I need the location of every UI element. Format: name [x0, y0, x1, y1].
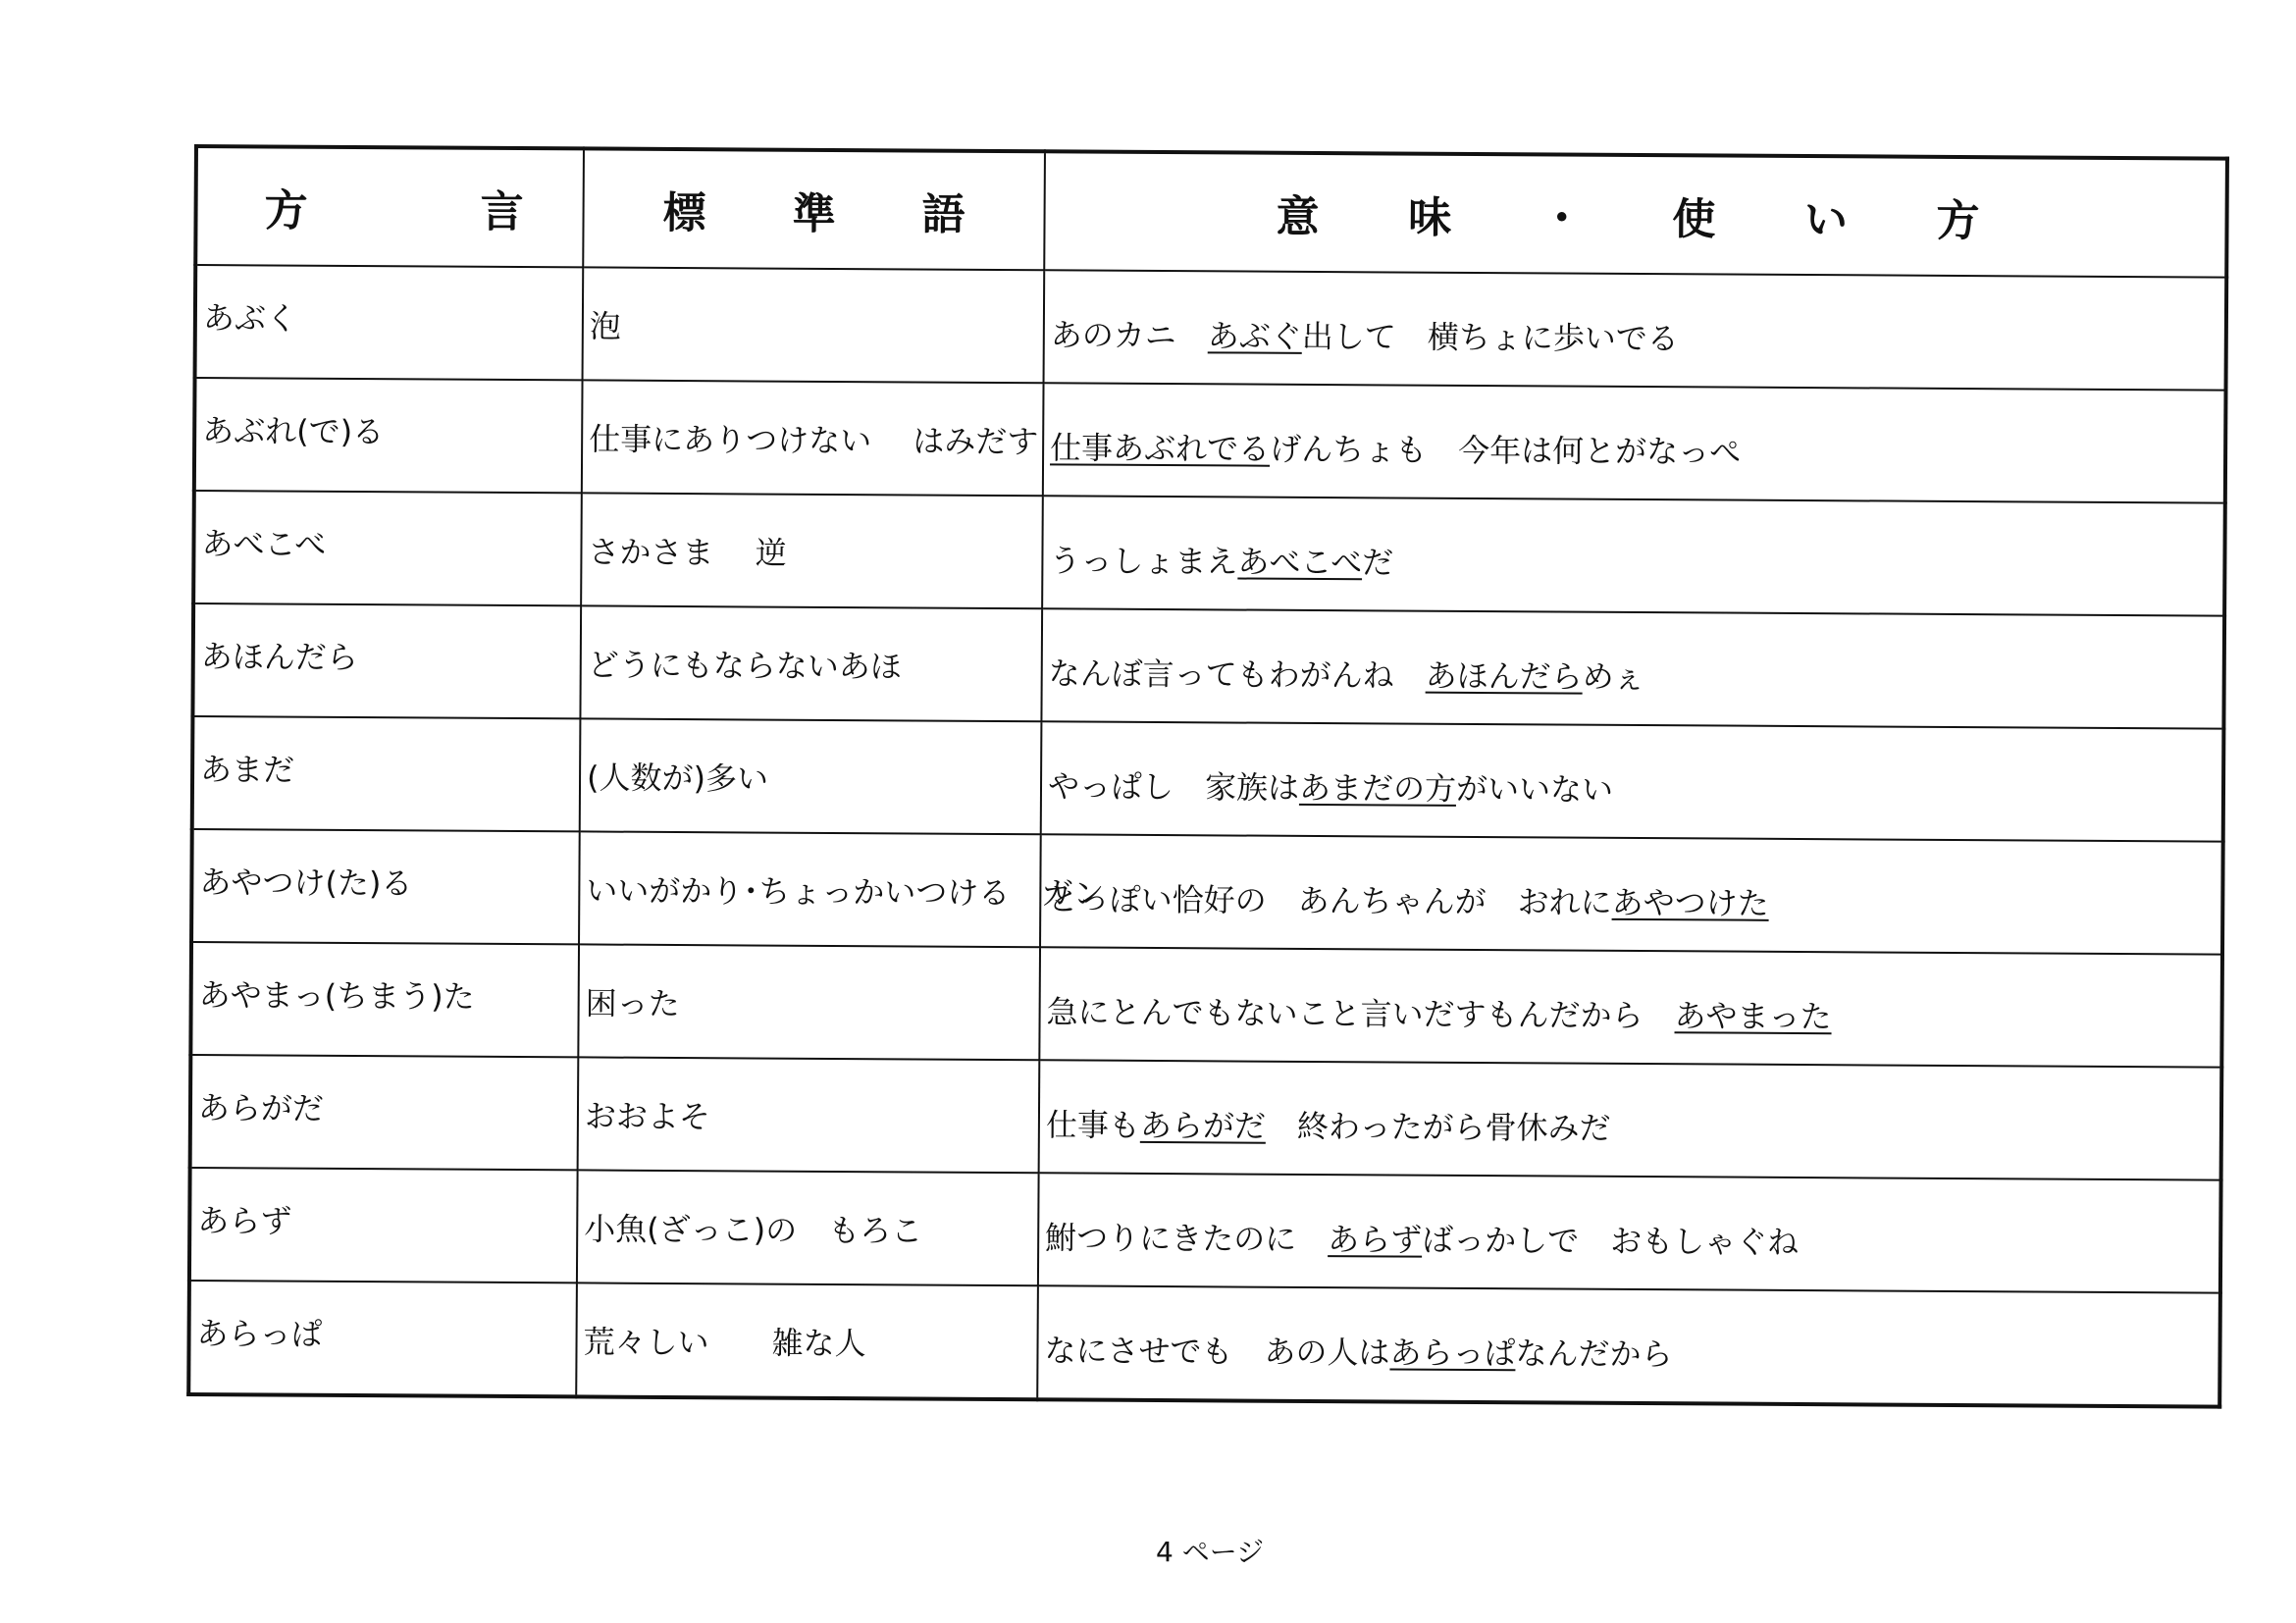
dialect-word: あらず: [197, 1202, 292, 1240]
usage-underlined-segment: あぶぐ: [1207, 317, 1302, 355]
header-char: ・: [1539, 193, 1584, 244]
dialect-word: あぶく: [202, 299, 298, 338]
usage-segment: あのカニ: [1050, 316, 1208, 355]
table-row: [195, 265, 2227, 391]
usage-segment: 終わったがら骨休みだ: [1265, 1107, 1611, 1147]
header-char: 言: [480, 186, 524, 238]
dialect-cell: [191, 829, 580, 944]
usage-cell: [1037, 1285, 2220, 1406]
table-row: [192, 603, 2224, 729]
dialect-cell: [189, 1168, 578, 1283]
dialect-cell: [192, 716, 581, 831]
header-char: 使: [1672, 194, 1716, 245]
header-char: 準: [792, 188, 836, 239]
usage-underlined-segment: 仕事あぶれでる: [1050, 429, 1271, 468]
dialect-cell: [193, 491, 582, 605]
header-row: [195, 146, 2227, 278]
dialect-cell: [190, 942, 579, 1057]
usage-segment: げんちょも 今年は何とがなっぺ: [1270, 430, 1742, 471]
standard-cell: [580, 605, 1042, 721]
usage-example: [1039, 1174, 2219, 1265]
usage-segment: 急にとんでもないこと言いだすもんだから: [1046, 993, 1675, 1035]
dialect-table: [186, 144, 2229, 1409]
header-char: 方: [264, 185, 308, 236]
dialect-cell: [194, 378, 583, 493]
usage-underlined-segment: あらず: [1328, 1221, 1423, 1259]
standard-meaning: 困った: [585, 984, 680, 1023]
standard-meaning: 小魚(ざっこ)の もろこ: [584, 1210, 923, 1250]
usage-example: [1038, 1286, 2218, 1378]
usage-underlined-segment: あやまった: [1674, 997, 1832, 1036]
usage-example: [1042, 722, 2222, 813]
header-usage: [1044, 151, 2227, 277]
usage-underlined-segment: あらがだ: [1139, 1106, 1267, 1145]
usage-example: [1040, 948, 2220, 1039]
standard-cell: [577, 1170, 1039, 1285]
standard-meaning: (人数が)多い: [586, 759, 769, 798]
usage-segment: なにさせでも あの人は: [1044, 1332, 1390, 1372]
standard-meaning: いいがかり･ちょっかいつける ガン: [586, 871, 1105, 913]
usage-segment: やっぱし 家族は: [1047, 767, 1300, 807]
table-row: [194, 378, 2226, 503]
usage-underlined-segment: あやつけた: [1611, 883, 1769, 922]
standard-meaning: さかさま 逆: [588, 533, 787, 572]
usage-underlined-segment: あべこべ: [1237, 543, 1363, 582]
table-row: [189, 1168, 2221, 1293]
standard-meaning: おおよそ: [584, 1097, 711, 1136]
usage-example: [1040, 1061, 2220, 1152]
usage-example: [1043, 609, 2223, 701]
usage-cell: [1039, 1060, 2222, 1179]
standard-cell: [580, 718, 1042, 834]
header-char: 味: [1408, 192, 1452, 243]
table-row: [191, 829, 2223, 955]
usage-example: [1043, 497, 2223, 588]
usage-cell: [1041, 721, 2224, 841]
usage-segment: がいいない: [1455, 769, 1614, 809]
standard-meaning: 仕事にありつけない はみだす: [589, 420, 1039, 461]
page-number: 4 ページ: [1156, 1536, 1265, 1568]
usage-underlined-segment: あほんだら: [1425, 656, 1583, 696]
standard-cell: [578, 1057, 1040, 1173]
usage-cell: [1038, 1173, 2221, 1292]
usage-segment: とっぽい恰好の あんちゃんが おれに: [1047, 880, 1612, 921]
header-dialect: [195, 146, 584, 267]
dialect-word: あらがだ: [197, 1089, 325, 1127]
standard-meaning: 泡: [589, 307, 622, 345]
usage-cell: [1041, 608, 2224, 728]
usage-segment: ばっかしで おもしゃぐね: [1422, 1221, 1800, 1262]
table-row: [192, 716, 2224, 842]
usage-underlined-segment: あまだの方: [1298, 768, 1457, 808]
usage-cell: [1040, 834, 2223, 954]
table-row: [193, 491, 2225, 616]
usage-cell: [1042, 496, 2225, 615]
standard-cell: [576, 1283, 1038, 1399]
usage-example: [1041, 835, 2221, 926]
usage-cell: [1044, 270, 2227, 390]
usage-segment: うっしょまえ: [1049, 542, 1238, 581]
usage-segment: 仕事も: [1045, 1106, 1141, 1144]
header-char: 方: [1936, 195, 1980, 247]
usage-segment: だ: [1362, 544, 1394, 582]
usage-segment: なんぼ言ってもわがんね: [1048, 654, 1426, 695]
header-char: 標: [662, 187, 706, 239]
usage-segment: 出して 横ちょに歩いでる: [1301, 317, 1679, 358]
usage-segment: めぇ: [1582, 657, 1645, 697]
header-char: い: [1803, 195, 1849, 246]
standard-cell: [582, 380, 1044, 496]
usage-segment: 鮒つりにきたのに: [1045, 1219, 1329, 1259]
dialect-table-wrapper: [186, 144, 2225, 1396]
usage-example: [1045, 271, 2225, 362]
standard-meaning: どうにもならないあほ: [587, 646, 902, 686]
usage-underlined-segment: あらっぱ: [1389, 1334, 1516, 1373]
dialect-cell: [192, 603, 581, 718]
header-char: 意: [1276, 191, 1320, 243]
standard-cell: [579, 831, 1105, 947]
dialect-word: あべこべ: [201, 525, 327, 563]
table-row: [190, 942, 2222, 1068]
dialect-word: あらっぱ: [196, 1315, 323, 1353]
dialect-word: あぶれ(で)る: [202, 412, 385, 451]
dialect-cell: [195, 265, 584, 380]
header-char: 語: [921, 189, 965, 240]
standard-cell: [578, 944, 1040, 1060]
table-row: [190, 1055, 2222, 1180]
dialect-word: あほんだら: [200, 638, 358, 677]
standard-cell: [581, 493, 1043, 608]
usage-segment: なんだから: [1515, 1335, 1673, 1374]
dialect-cell: [190, 1055, 579, 1170]
dialect-word: あやまっ(ちまう)た: [198, 976, 475, 1016]
standard-meaning: 荒々しい 雑な人: [583, 1323, 866, 1363]
dialect-cell: [188, 1281, 577, 1396]
table-row: [188, 1281, 2220, 1407]
dialect-word: あまだ: [199, 751, 295, 789]
usage-cell: [1039, 947, 2222, 1067]
dialect-word: あやつけ(た)る: [199, 864, 413, 903]
usage-example: [1044, 384, 2224, 475]
usage-cell: [1043, 383, 2226, 502]
header-standard: [583, 148, 1045, 270]
standard-cell: [583, 267, 1045, 383]
